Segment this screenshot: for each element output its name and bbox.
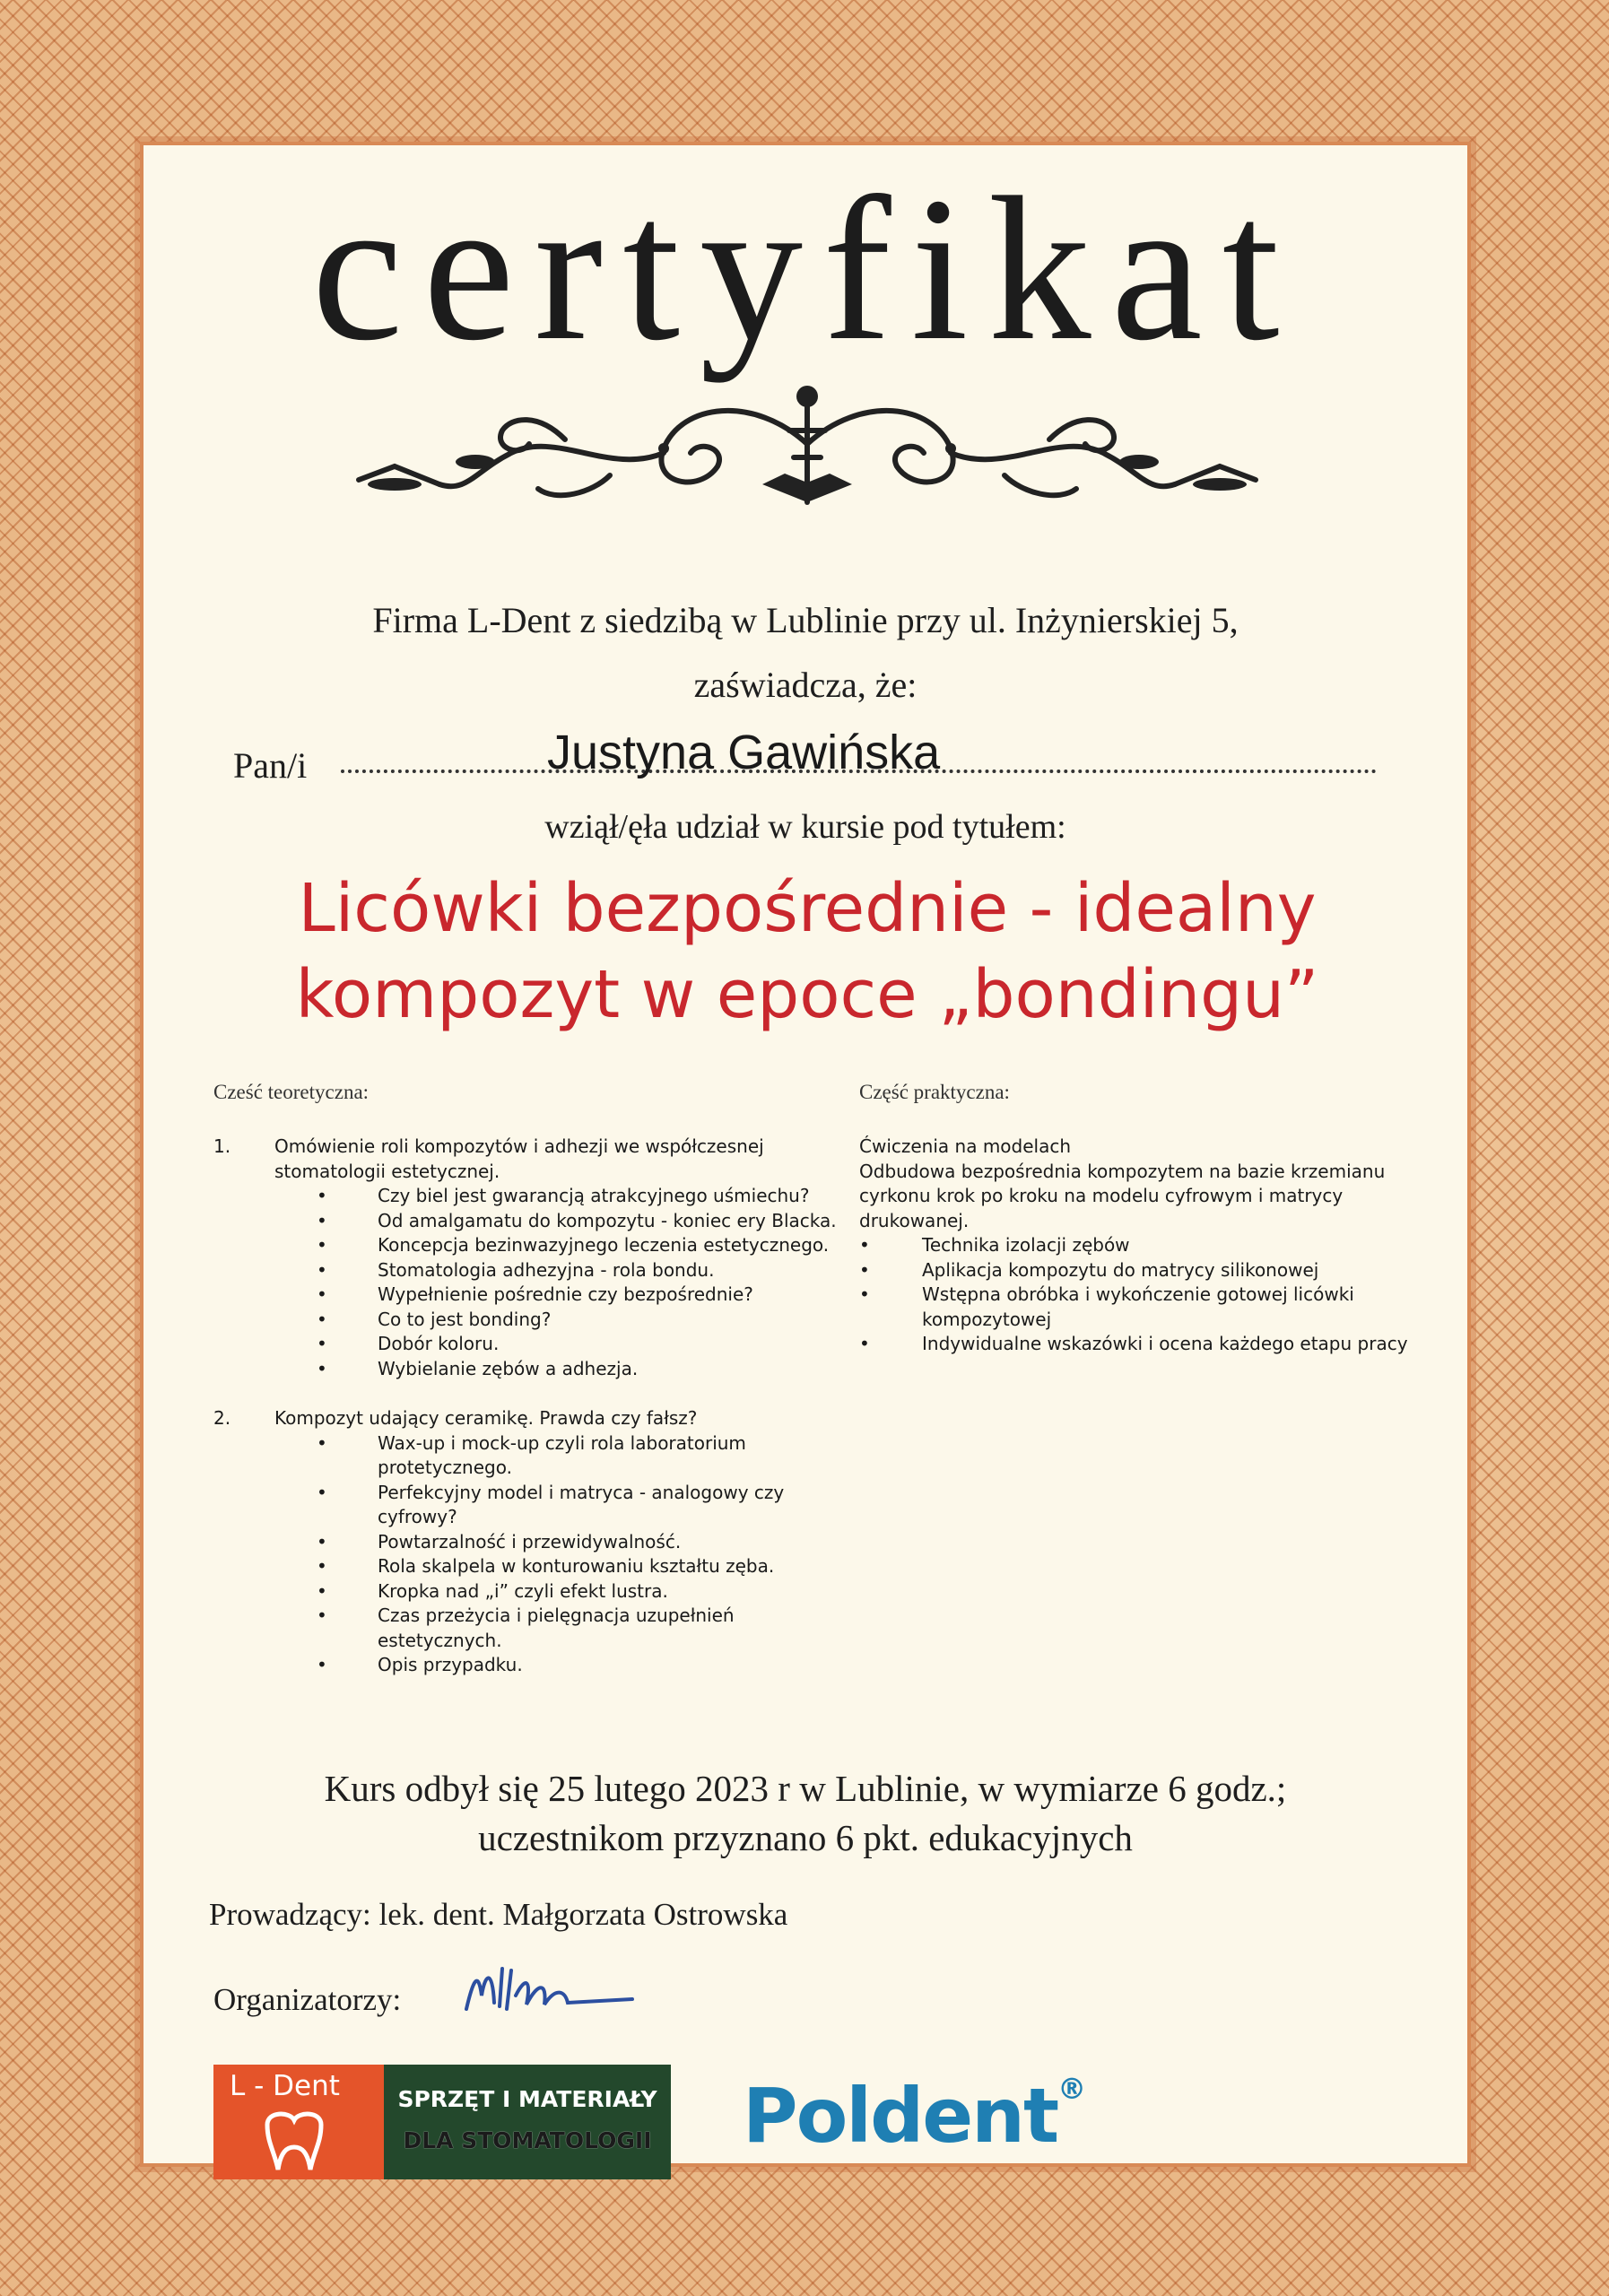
list-item: • Dobór koloru. [378,1332,859,1357]
ldent-logo-text: L - Dent [230,2070,340,2102]
list-item: • Wybielanie zębów a adhezja. [378,1357,859,1382]
sprzet-logo-line-2: DLA STOMATOLOGII [403,2127,652,2153]
list-item: • Aplikacja kompozytu do matrycy silikonowej [922,1258,1415,1283]
list-item: • Co to jest bonding? [378,1308,859,1333]
practice-heading: Część praktyczna: [859,1081,1010,1103]
list-item: • Indywidualne wskazówki i ocena każdego etapu pracy [922,1332,1415,1357]
theory-section-2 [213,1406,859,1678]
list-item: • Wax-up i mock-up czyli rola laboratorium protetycznego. [378,1431,859,1481]
lead-instructor: Prowadzący: lek. dent. Małgorzata Ostrowska [209,1897,788,1932]
intro-line-2: zaświadcza, że: [693,665,918,705]
recipient-label: Pan/i [233,745,308,786]
intro-line-1: Firma L-Dent z siedzibą w Lublinie przy ul. Inżynierskiej 5, [372,600,1239,640]
section-title: Kompozyt udający ceramikę. Prawda czy fałsz? [274,1407,698,1429]
recipient-name: Justyna Gawińska [547,726,941,779]
list-item: • Czy biel jest gwarancją atrakcyjnego uśmiechu? [378,1184,859,1209]
list-item: • Technika izolacji zębów [922,1233,1415,1258]
section-number: 1. [213,1135,231,1157]
tooth-icon [258,2111,330,2174]
course-title [161,865,1453,1038]
theory-column [213,1135,859,1678]
sprzet-logo-line-1: SPRZĘT I MATERIAŁY [397,2086,657,2112]
list-item: • Opis przypadku. [378,1653,859,1678]
participation-line: wziął/ęła udział w kursie pod tytułem: [544,808,1066,846]
course-info-line-1: Kurs odbył się 25 lutego 2023 r w Lublinie, w wymiarze 6 godz.; [324,1768,1287,1809]
course-title-line-1: Licówki bezpośrednie - idealny [298,870,1317,947]
list-item: • Perfekcyjny model i matryca - analogowy czy cyfrowy? [378,1481,859,1530]
course-title-line-2: kompozyt w epoce „bondingu” [295,956,1319,1033]
practice-line-2: Odbudowa bezpośrednia kompozytem na bazie krzemianu cyrkonu krok po kroku na modelu cyfrowym i matrycy drukowanej. [859,1160,1386,1231]
poldent-logo [743,2072,1084,2160]
list-item: • Od amalgamatu do kompozytu - koniec ery Blacka. [378,1209,859,1234]
ornament-flourish-icon [341,377,1274,511]
practice-column [859,1135,1415,1357]
practice-line-1: Ćwiczenia na modelach [859,1135,1072,1157]
theory-heading: Cześć teoretyczna: [213,1081,370,1103]
theory-section-1-list [378,1184,859,1381]
registered-mark: ® [1057,2072,1085,2106]
section-title: Omówienie roli kompozytów i adhezji we współczesnej stomatologii estetycznej. [274,1135,764,1182]
sprzet-logo [384,2065,671,2179]
ldent-logo [213,2065,384,2179]
list-item: • Kropka nad „i” czyli efekt lustra. [378,1579,859,1605]
list-item: • Koncepcja bezinwazyjnego leczenia estetycznego. [378,1233,859,1258]
theory-section-1 [213,1135,859,1381]
course-info-line-2: uczestnikom przyznano 6 pkt. edukacyjnych [478,1817,1133,1858]
list-item: • Wypełnienie pośrednie czy bezpośrednie? [378,1283,859,1308]
section-number: 2. [213,1407,231,1429]
practice-list [922,1233,1415,1357]
list-item: • Powtarzalność i przewidywalność. [378,1530,859,1555]
poldent-logo-text: Poldent [743,2072,1058,2160]
list-item: • Wstępna obróbka i wykończenie gotowej licówki kompozytowej [922,1283,1415,1332]
certificate-title: certyfikat [311,154,1300,383]
list-item: • Stomatologia adhezyjna - rola bondu. [378,1258,859,1283]
signature-icon [462,1960,641,2022]
organizers-label: Organizatorzy: [213,1982,402,2017]
list-item: • Rola skalpela w konturowaniu kształtu zęba. [378,1554,859,1579]
list-item: • Czas przeżycia i pielęgnacja uzupełnień estetycznych. [378,1604,859,1653]
theory-section-2-list [378,1431,859,1678]
